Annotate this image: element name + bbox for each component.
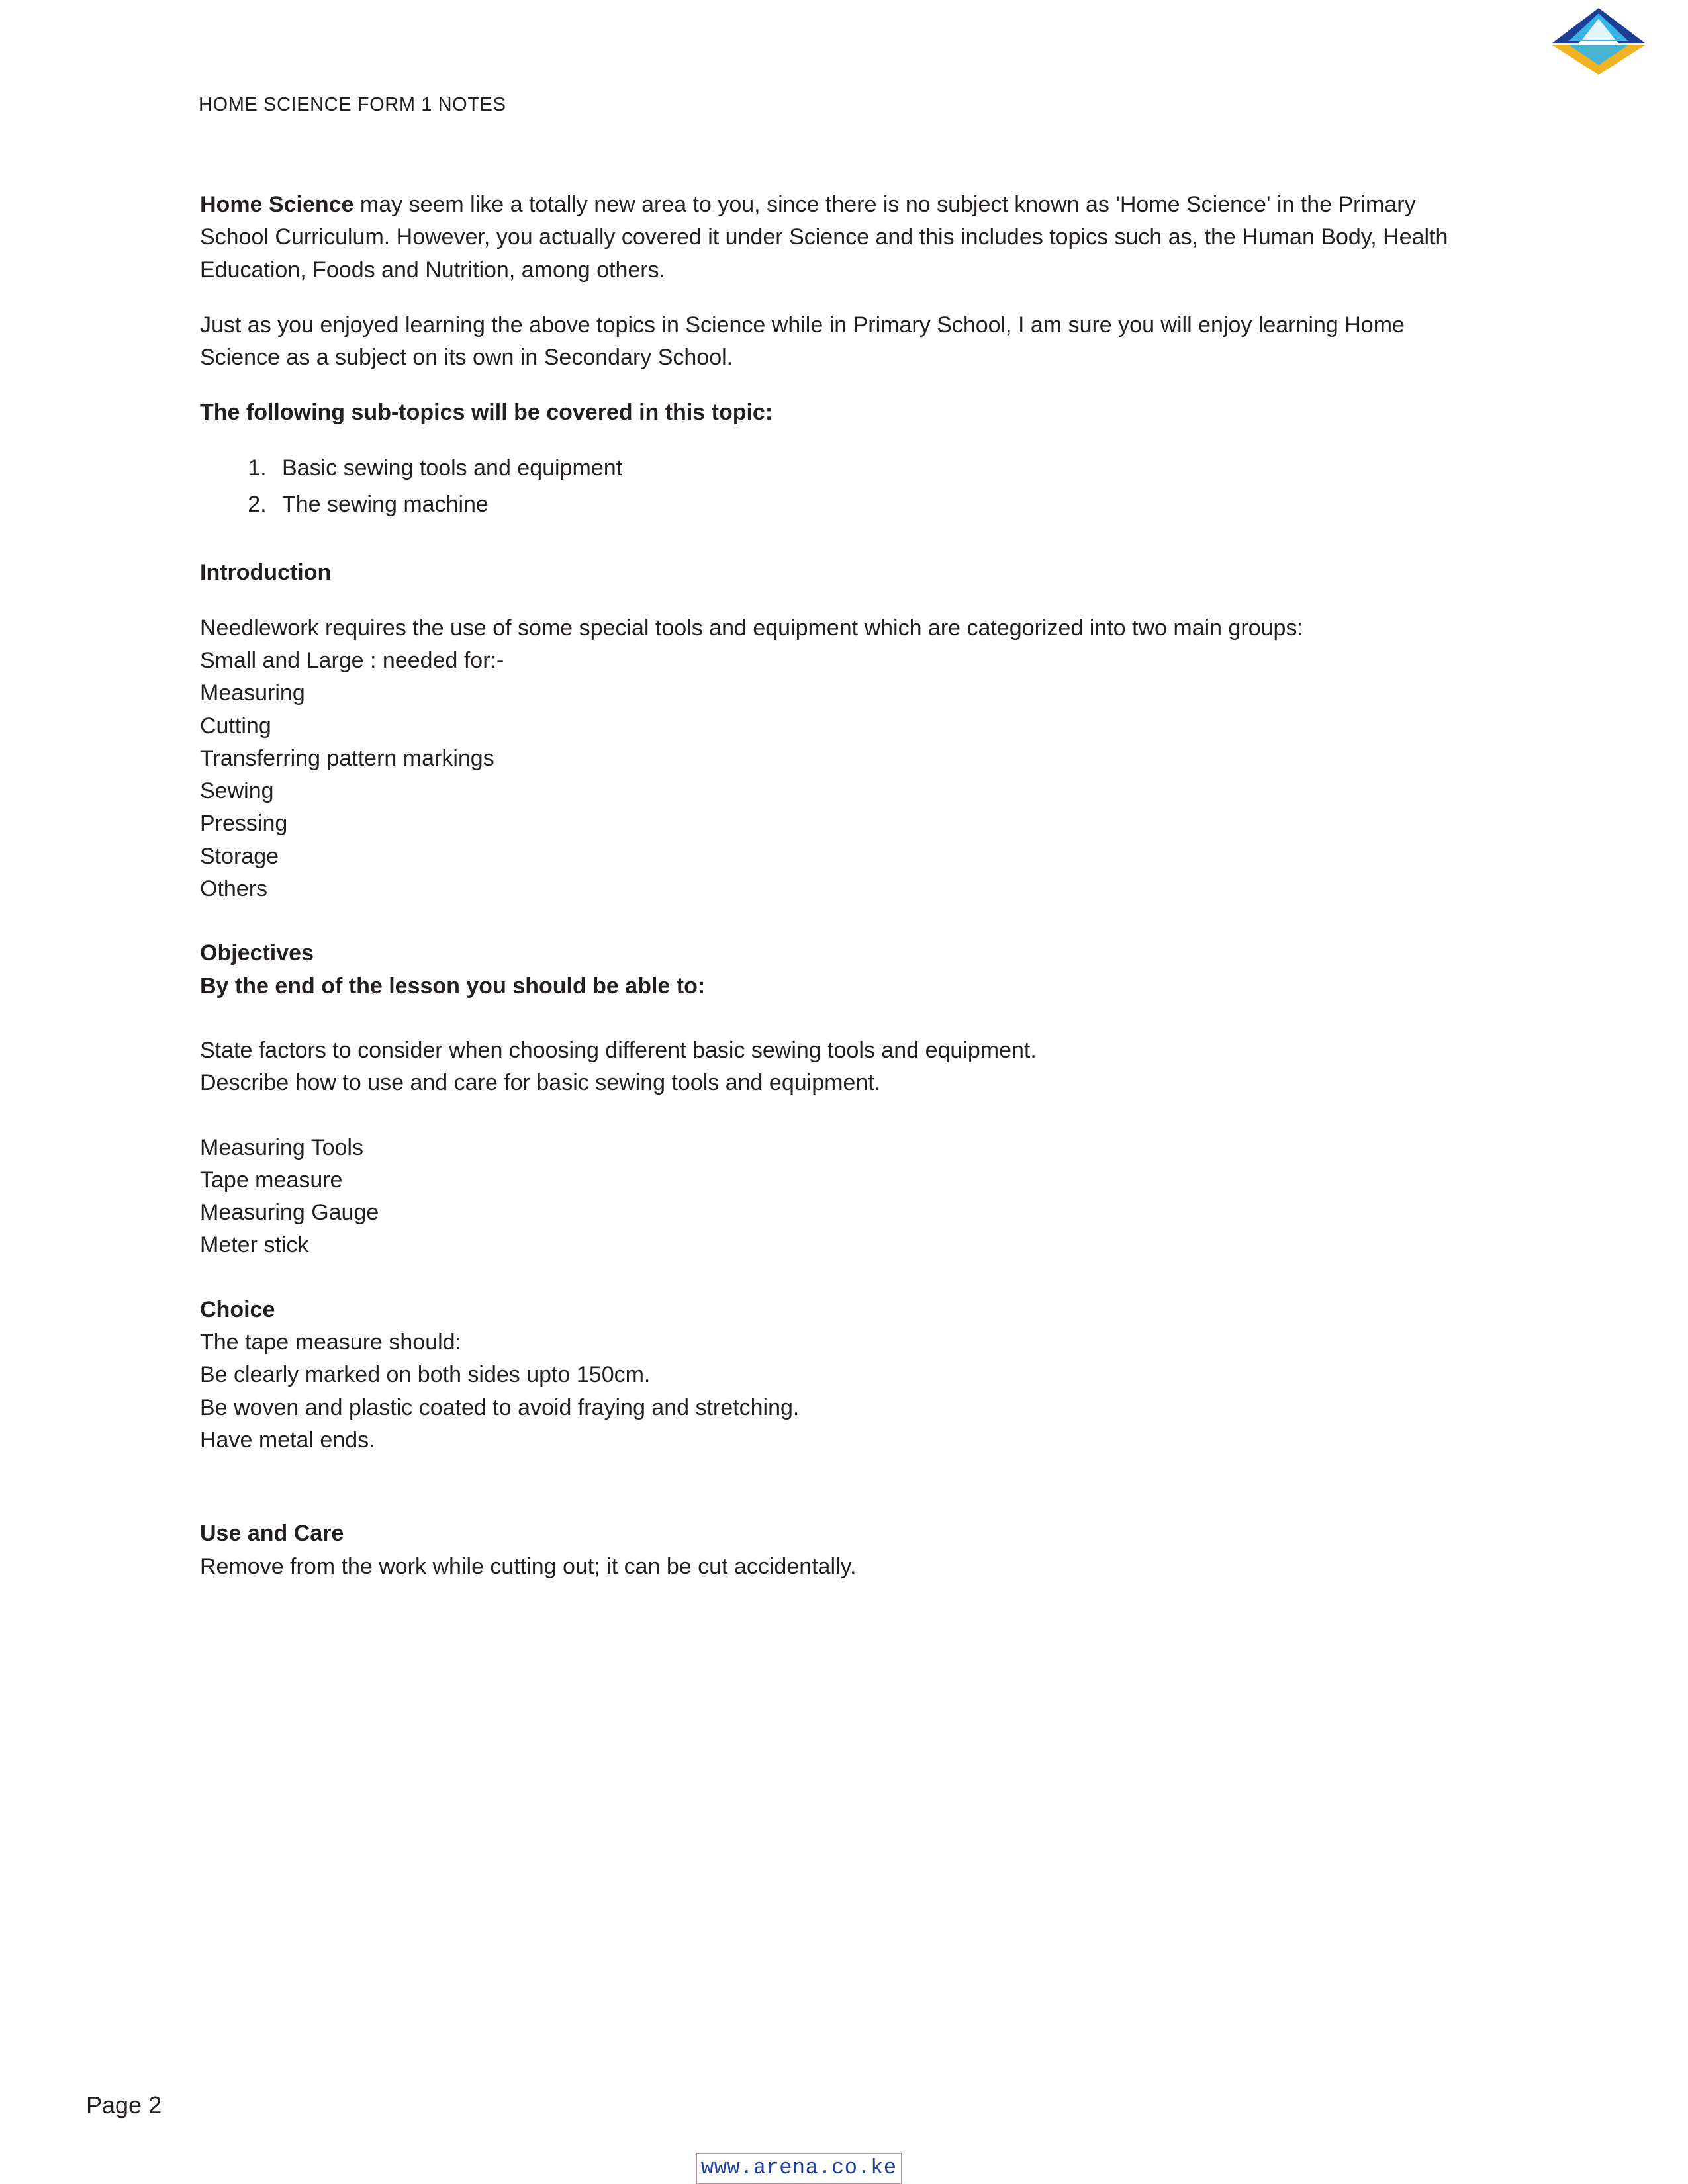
page-header: HOME SCIENCE FORM 1 NOTES [199, 94, 506, 115]
footer-url-box[interactable] [696, 2153, 902, 2184]
subtopics-heading: The following sub-topics will be covered in this topic: [200, 400, 773, 426]
group-item: Transferring pattern markings [200, 745, 494, 771]
list-item: 1. Basic sewing tools and equipment [273, 452, 1484, 484]
footer-url[interactable]: www.arena.co.ke [701, 2156, 897, 2180]
subtopics-list [200, 452, 1484, 522]
intro-lead-bold: Home Science [200, 192, 354, 217]
objective-item: Describe how to use and care for basic sewing tools and equipment. [200, 1070, 881, 1096]
list-item: 2. The sewing machine [273, 488, 1484, 521]
objectives-subheading: By the end of the lesson you should be able to: [200, 973, 706, 999]
group-item: Cutting [200, 713, 271, 739]
choice-item: Have metal ends. [200, 1427, 375, 1453]
document-body [200, 189, 1484, 1583]
measuring-tools-heading: Measuring Tools [200, 1134, 363, 1160]
choice-item: Be clearly marked on both sides upto 150cm. [200, 1362, 651, 1388]
page-number: Page 2 [86, 2091, 162, 2118]
group-item: Pressing [200, 811, 288, 837]
choice-heading: Choice [200, 1297, 275, 1322]
introduction-groups-line: Small and Large : needed for:- [200, 647, 504, 673]
objectives-heading: Objectives [200, 940, 314, 966]
measuring-tool-item: Meter stick [200, 1232, 309, 1258]
intro-second-paragraph: Just as you enjoyed learning the above topics in Science while in Primary School, I am sure you will enjoy learning Home Science as a subject on its own in Secondary School. [200, 312, 1405, 371]
use-and-care-heading: Use and Care [200, 1521, 344, 1547]
group-item: Storage [200, 843, 279, 869]
intro-lead-rest: may seem like a totally new area to you, since there is no subject known as 'Home Science' in the Primary School Curriculum. However, you actually covered it under Science and this includes topics such as, the Human Body, Health Education, Foods and Nutrition, among others. [200, 192, 1448, 283]
group-item: Sewing [200, 778, 274, 804]
introduction-paragraph: Needlework requires the use of some special tools and equipment which are categorized into two main groups: [200, 615, 1303, 641]
objective-item: State factors to consider when choosing different basic sewing tools and equipment. [200, 1037, 1037, 1063]
book-logo-icon [1549, 7, 1648, 76]
measuring-tool-item: Measuring Gauge [200, 1200, 379, 1226]
choice-item: Be woven and plastic coated to avoid fraying and stretching. [200, 1394, 800, 1420]
introduction-heading: Introduction [200, 560, 332, 586]
group-item: Others [200, 876, 268, 902]
group-item: Measuring [200, 680, 305, 706]
measuring-tool-item: Tape measure [200, 1167, 343, 1193]
use-and-care-text: Remove from the work while cutting out; it can be cut accidentally. [200, 1553, 857, 1579]
choice-lead: The tape measure should: [200, 1330, 462, 1355]
intro-paragraph [200, 189, 1484, 287]
